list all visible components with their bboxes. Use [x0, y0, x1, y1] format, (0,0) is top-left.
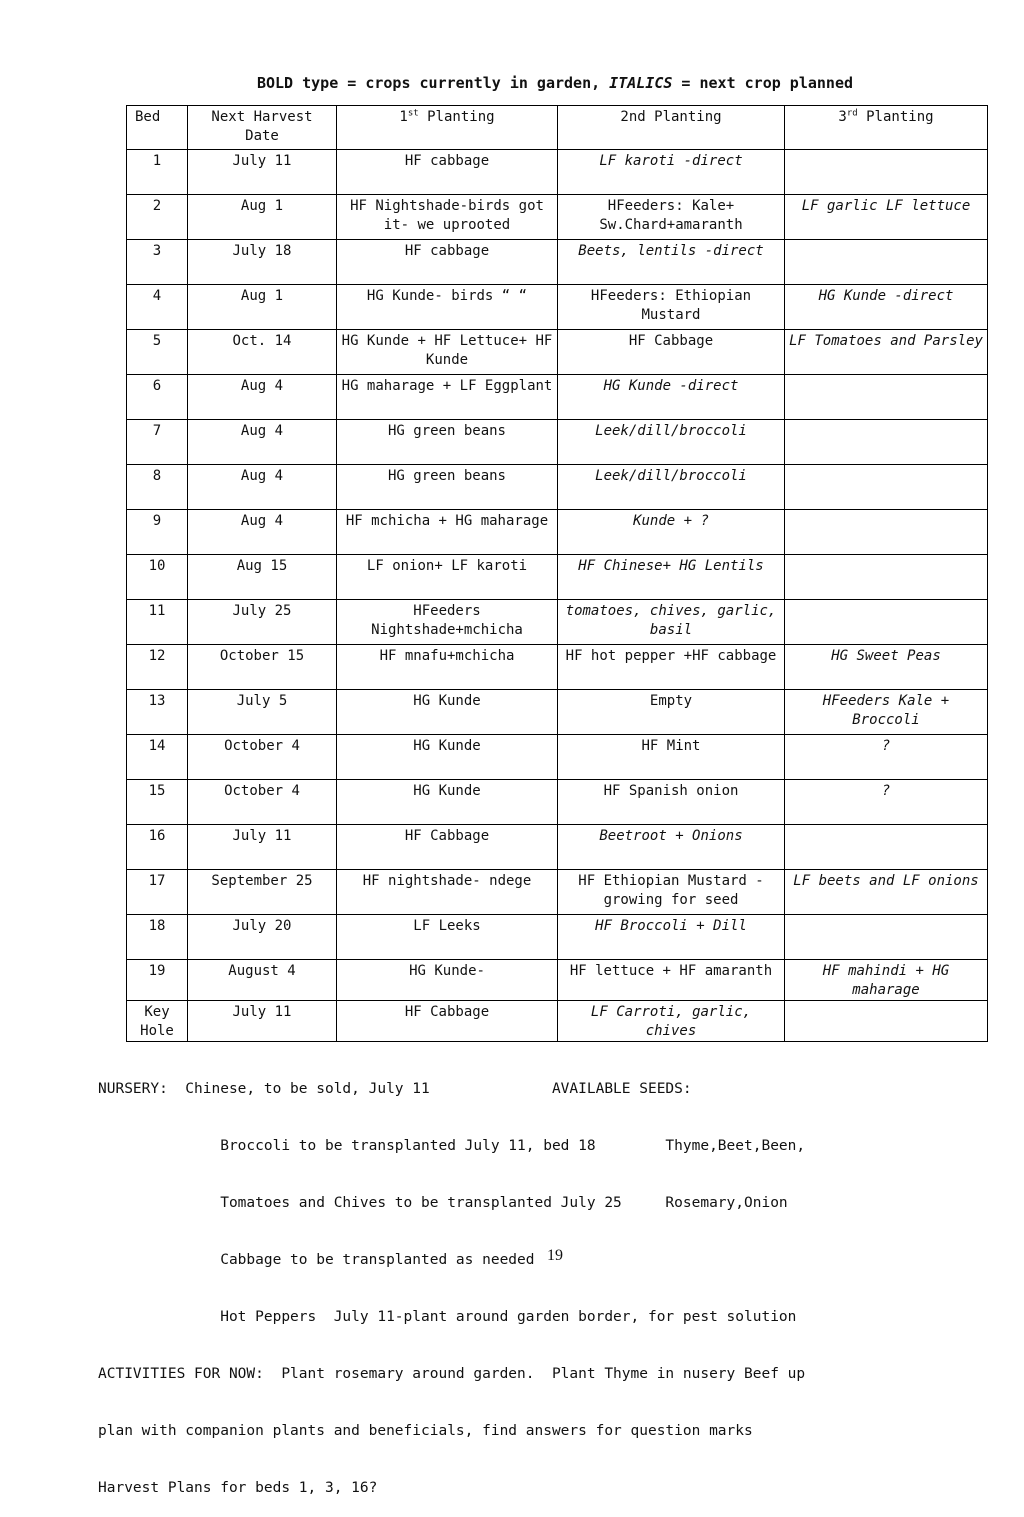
- table-row: [127, 1001, 988, 1042]
- harvest-date-cell: Aug 1: [188, 195, 337, 240]
- notes-line: Broccoli to be transplanted July 11, bed 18 Thyme,Beet,Been,: [98, 1138, 806, 1154]
- second-planting-cell: HG Kunde -direct: [558, 375, 785, 420]
- notes-line: Harvest Plans for beds 1, 3, 16?: [98, 1480, 378, 1496]
- first-planting-cell: HG Kunde-: [337, 960, 558, 1001]
- harvest-date-cell: July 11: [188, 825, 337, 870]
- bed-cell: 10: [127, 555, 188, 600]
- third-planting-cell: HF mahindi + HG maharage: [785, 960, 988, 1001]
- table-row: [127, 420, 988, 465]
- bed-cell: 11: [127, 600, 188, 645]
- harvest-date-cell: October 4: [188, 735, 337, 780]
- bed-cell: 6: [127, 375, 188, 420]
- first-planting-cell: HG Kunde: [337, 735, 558, 780]
- second-planting-cell: HFeeders: Kale+ Sw.Chard+amaranth: [558, 195, 785, 240]
- bed-cell: 1: [127, 150, 188, 195]
- bed-cell: 19: [127, 960, 188, 1001]
- third-planting-cell: [785, 150, 988, 195]
- third-planting-cell: [785, 555, 988, 600]
- bed-cell: 18: [127, 915, 188, 960]
- second-planting-cell: HF hot pepper +HF cabbage: [558, 645, 785, 690]
- table-header-row: [127, 106, 988, 150]
- second-planting-cell: LF karoti -direct: [558, 150, 785, 195]
- first-planting-cell: HF nightshade- ndege: [337, 870, 558, 915]
- header-second-planting: 2nd Planting: [558, 106, 785, 150]
- notes-line: Cabbage to be transplanted as needed: [98, 1252, 535, 1268]
- second-planting-cell: HF Mint: [558, 735, 785, 780]
- table-row: [127, 330, 988, 375]
- table-row: [127, 465, 988, 510]
- first-planting-cell: HG Kunde- birds “ “: [337, 285, 558, 330]
- table-row: [127, 645, 988, 690]
- first-planting-cell: HG Kunde: [337, 780, 558, 825]
- bed-cell: 4: [127, 285, 188, 330]
- table-row: [127, 735, 988, 780]
- legend-line: [0, 74, 1024, 92]
- bed-cell: 5: [127, 330, 188, 375]
- third-planting-cell: [785, 915, 988, 960]
- harvest-date-cell: September 25: [188, 870, 337, 915]
- second-planting-cell: Leek/dill/broccoli: [558, 420, 785, 465]
- third-planting-cell: [785, 465, 988, 510]
- first-planting-cell: HF mchicha + HG maharage: [337, 510, 558, 555]
- first-planting-cell: HG maharage + LF Eggplant: [337, 375, 558, 420]
- table-body: [127, 150, 988, 1042]
- harvest-date-cell: Aug 4: [188, 375, 337, 420]
- bed-cell: 15: [127, 780, 188, 825]
- harvest-date-cell: October 15: [188, 645, 337, 690]
- planting-table: [126, 105, 988, 1042]
- bed-cell: 14: [127, 735, 188, 780]
- third-planting-cell: [785, 240, 988, 285]
- bed-cell: 3: [127, 240, 188, 285]
- first-planting-cell: LF Leeks: [337, 915, 558, 960]
- table-row: [127, 150, 988, 195]
- third-planting-cell: [785, 420, 988, 465]
- second-planting-cell: HF Cabbage: [558, 330, 785, 375]
- harvest-date-cell: Aug 4: [188, 420, 337, 465]
- second-planting-cell: HF Spanish onion: [558, 780, 785, 825]
- harvest-date-cell: Aug 15: [188, 555, 337, 600]
- page-number: 19: [547, 1247, 563, 1264]
- harvest-date-cell: Aug 1: [188, 285, 337, 330]
- harvest-date-cell: August 4: [188, 960, 337, 1001]
- notes-line: NURSERY: Chinese, to be sold, July 11 AVAILABLE SEEDS:: [98, 1081, 692, 1097]
- second-planting-cell: HF Chinese+ HG Lentils: [558, 555, 785, 600]
- first-planting-cell: LF onion+ LF karoti: [337, 555, 558, 600]
- first-planting-cell: HF cabbage: [337, 150, 558, 195]
- first-planting-cell: HF mnafu+mchicha: [337, 645, 558, 690]
- harvest-date-cell: October 4: [188, 780, 337, 825]
- first-planting-cell: HF cabbage: [337, 240, 558, 285]
- third-planting-cell: LF garlic LF lettuce: [785, 195, 988, 240]
- third-planting-cell: [785, 375, 988, 420]
- second-planting-cell: Kunde + ?: [558, 510, 785, 555]
- bed-cell: 13: [127, 690, 188, 735]
- third-planting-cell: LF beets and LF onions: [785, 870, 988, 915]
- second-planting-cell: HF Broccoli + Dill: [558, 915, 785, 960]
- first-planting-cell: HFeeders Nightshade+mchicha: [337, 600, 558, 645]
- table-row: [127, 960, 988, 1001]
- third-planting-cell: ?: [785, 735, 988, 780]
- second-planting-cell: LF Carroti, garlic, chives: [558, 1001, 785, 1042]
- table-row: [127, 375, 988, 420]
- harvest-date-cell: Oct. 14: [188, 330, 337, 375]
- bed-cell: Key Hole: [127, 1001, 188, 1042]
- table-row: [127, 825, 988, 870]
- bed-cell: 7: [127, 420, 188, 465]
- second-planting-cell: Beetroot + Onions: [558, 825, 785, 870]
- third-planting-cell: [785, 600, 988, 645]
- harvest-date-cell: July 18: [188, 240, 337, 285]
- header-third-planting: 3rd Planting: [785, 106, 988, 150]
- third-planting-cell: [785, 825, 988, 870]
- third-planting-cell: ?: [785, 780, 988, 825]
- harvest-date-cell: Aug 4: [188, 510, 337, 555]
- harvest-date-cell: July 5: [188, 690, 337, 735]
- table-row: [127, 690, 988, 735]
- first-planting-cell: HG green beans: [337, 465, 558, 510]
- second-planting-cell: Empty: [558, 690, 785, 735]
- notes-line: Hot Peppers July 11-plant around garden border, for pest solution: [98, 1309, 797, 1325]
- first-planting-cell: HG Kunde + HF Lettuce+ HF Kunde: [337, 330, 558, 375]
- harvest-date-cell: July 20: [188, 915, 337, 960]
- legend-bold-text: BOLD type = crops currently in garden,: [256, 74, 610, 92]
- harvest-date-cell: July 11: [188, 150, 337, 195]
- second-planting-cell: tomatoes, chives, garlic, basil: [558, 600, 785, 645]
- header-next-harvest-date: Next Harvest Date: [188, 106, 337, 150]
- table-row: [127, 240, 988, 285]
- header-bed: Bed: [127, 106, 188, 150]
- second-planting-cell: Beets, lentils -direct: [558, 240, 785, 285]
- bed-cell: 8: [127, 465, 188, 510]
- header-first-planting: 1st Planting: [337, 106, 558, 150]
- third-planting-cell: [785, 1001, 988, 1042]
- harvest-date-cell: Aug 4: [188, 465, 337, 510]
- third-planting-cell: HG Kunde -direct: [785, 285, 988, 330]
- harvest-date-cell: July 25: [188, 600, 337, 645]
- bed-cell: 12: [127, 645, 188, 690]
- notes-line: ACTIVITIES FOR NOW: Plant rosemary around garden. Plant Thyme in nusery Beef up: [98, 1366, 806, 1382]
- notes-line: plan with companion plants and beneficials, find answers for question marks: [98, 1423, 753, 1439]
- first-planting-cell: HG Kunde: [337, 690, 558, 735]
- legend-rest-text: = next crop planned: [672, 74, 854, 92]
- bed-cell: 9: [127, 510, 188, 555]
- second-planting-cell: HFeeders: Ethiopian Mustard: [558, 285, 785, 330]
- second-planting-cell: Leek/dill/broccoli: [558, 465, 785, 510]
- third-planting-cell: HG Sweet Peas: [785, 645, 988, 690]
- harvest-date-cell: July 11: [188, 1001, 337, 1042]
- first-planting-cell: HF Cabbage: [337, 1001, 558, 1042]
- third-planting-cell: LF Tomatoes and Parsley: [785, 330, 988, 375]
- notes-section: [98, 1042, 998, 1517]
- table-row: [127, 600, 988, 645]
- bed-cell: 17: [127, 870, 188, 915]
- first-planting-cell: HG green beans: [337, 420, 558, 465]
- third-planting-cell: [785, 510, 988, 555]
- first-planting-cell: HF Cabbage: [337, 825, 558, 870]
- table-row: [127, 870, 988, 915]
- bed-cell: 2: [127, 195, 188, 240]
- third-planting-cell: HFeeders Kale + Broccoli: [785, 690, 988, 735]
- table-row: [127, 195, 988, 240]
- first-planting-cell: HF Nightshade-birds got it- we uprooted: [337, 195, 558, 240]
- table-row: [127, 510, 988, 555]
- second-planting-cell: HF Ethiopian Mustard -growing for seed: [558, 870, 785, 915]
- notes-line: Tomatoes and Chives to be transplanted July 25 Rosemary,Onion: [98, 1195, 788, 1211]
- table-row: [127, 555, 988, 600]
- table-row: [127, 285, 988, 330]
- bed-cell: 16: [127, 825, 188, 870]
- table-row: [127, 915, 988, 960]
- table-row: [127, 780, 988, 825]
- second-planting-cell: HF lettuce + HF amaranth: [558, 960, 785, 1001]
- legend-italic-word: ITALICS: [609, 74, 673, 92]
